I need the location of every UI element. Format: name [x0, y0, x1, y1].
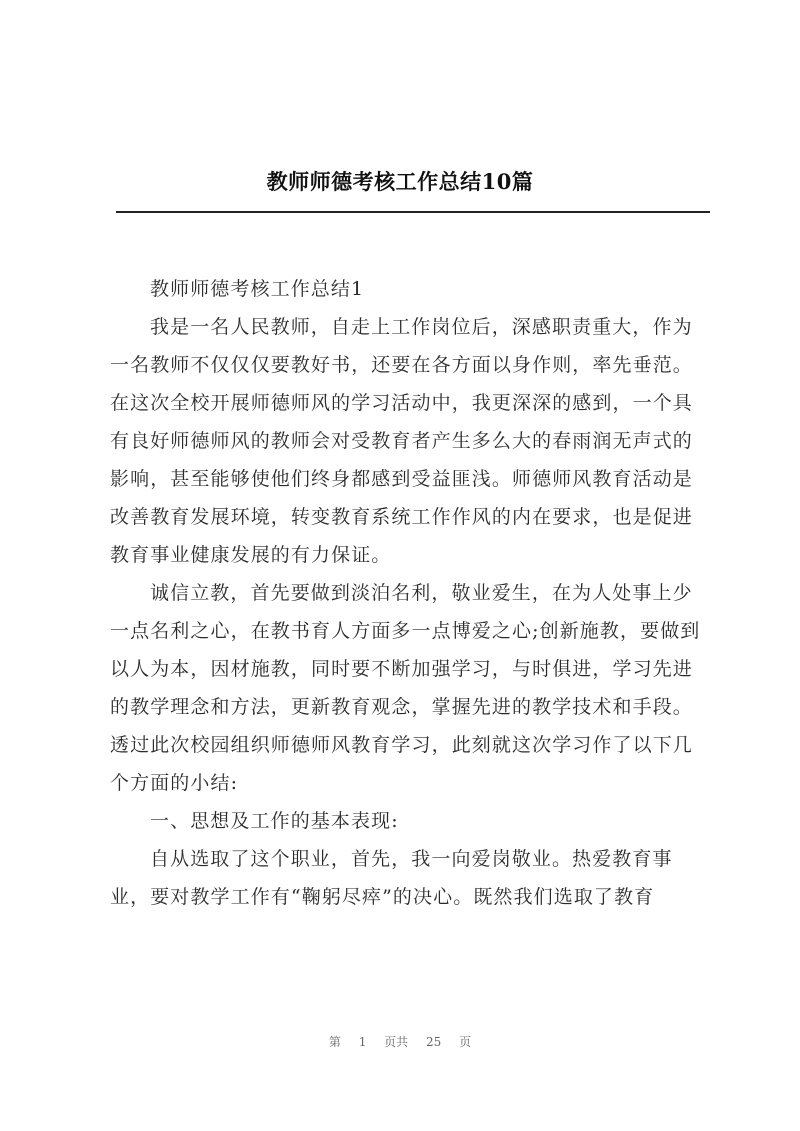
- section-heading: 教师师德考核工作总结1: [150, 278, 365, 300]
- paragraph: 诚信立教，首先要做到淡泊名利，敬业爱生，在为人处事上少一点名利之心，在教书育人方面多一点博爱之心;创新施教，要做到以人为本，因材施教，同时要不断加强学习，与时俱进，学习先进的教学理念和方法，更新教育观念，掌握先进的教学技术和手段。透过此次校园组织师德师风教育学习，此刻就这次学习作了以下几个方面的小结:: [110, 582, 701, 794]
- document-body: [110, 270, 710, 916]
- page-footer: [0, 1033, 800, 1050]
- paragraph: 自从选取了这个职业，首先，我一向爱岗敬业。热爱教育事业，要对教学工作有“鞠躬尽瘁”的决心。既然我们选取了教育: [110, 848, 673, 908]
- current-page-number: 1: [358, 1035, 367, 1049]
- title-underline: [116, 211, 710, 213]
- document-title: 教师师德考核工作总结10篇: [266, 169, 534, 194]
- page-label-prefix: 第: [328, 1035, 341, 1049]
- subsection-heading: 一、思想及工作的基本表现:: [150, 810, 399, 832]
- total-pages-number: 25: [426, 1035, 442, 1049]
- page-label-suffix: 页: [459, 1035, 472, 1049]
- paragraph: 我是一名人民教师，自走上工作岗位后，深感职责重大，作为一名教师不仅仅仅要教好书，还要在各方面以身作则，率先垂范。在这次全校开展师德师风的学习活动中，我更深深的感到，一个具有良好师德师风的教师会对受教育者产生多么大的春雨润无声式的影响，甚至能够使他们终身都感到受益匪浅。师德师风教育活动是改善教育发展环境，转变教育系统工作作风的内在要求，也是促进教育事业健康发展的有力保证。: [110, 316, 693, 566]
- page-label-mid: 页共: [384, 1035, 409, 1049]
